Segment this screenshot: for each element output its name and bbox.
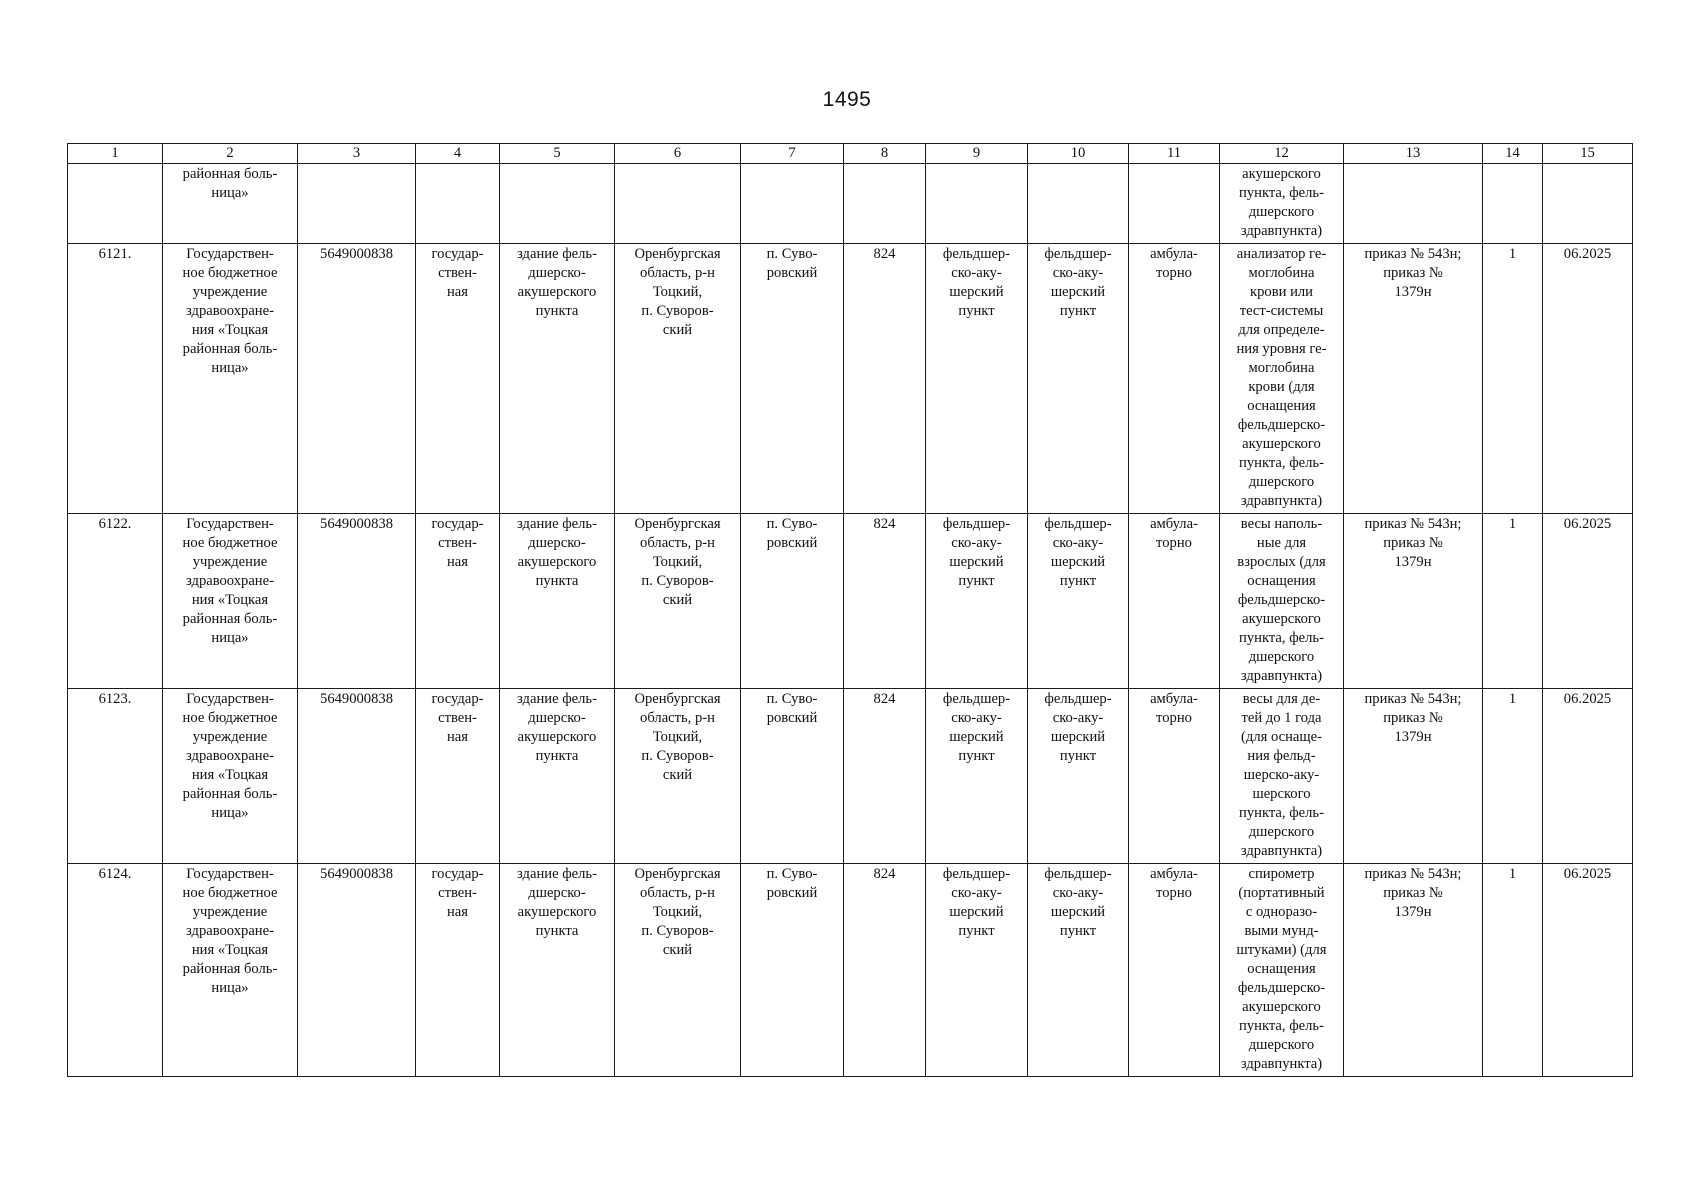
- column-header: 4: [416, 144, 500, 164]
- cell-date: 06.2025: [1543, 514, 1633, 689]
- cell-equipment: анализатор ге- моглобина крови или тест-системы для определе- ния уровня ге- моглобина крови (для оснащения фельдшерско- акушерского пункта, фель- дшерского здравпункта): [1220, 244, 1344, 514]
- column-header: 7: [741, 144, 844, 164]
- cell-building: здание фель- дшерско- акушерского пункта: [500, 514, 615, 689]
- cell-empty: [1543, 164, 1633, 244]
- table-row: [68, 689, 1633, 864]
- column-header: 11: [1129, 144, 1220, 164]
- column-header: 1: [68, 144, 163, 164]
- cell-equipment: весы для де- тей до 1 года (для оснаще- ния фельд- шерско-аку- шерского пункта, фель- дшерского здравпункта): [1220, 689, 1344, 864]
- cell-quantity: 1: [1483, 689, 1543, 864]
- cell-unit-name: фельдшер- ско-аку- шерский пункт: [1028, 244, 1129, 514]
- cell-organization: Государствен- ное бюджетное учреждение здравоохране- ния «Тоцкая районная боль- ница»: [163, 689, 298, 864]
- cell-date: 06.2025: [1543, 864, 1633, 1077]
- continuation-row: [68, 164, 1633, 244]
- cell-ownership: государ- ствен- ная: [416, 689, 500, 864]
- cell-settlement: п. Суво- ровский: [741, 514, 844, 689]
- column-header: 10: [1028, 144, 1129, 164]
- column-header: 2: [163, 144, 298, 164]
- cell-order: приказ № 543н; приказ № 1379н: [1344, 244, 1483, 514]
- cell-code: 824: [844, 689, 926, 864]
- cell-equipment-continued: акушерского пункта, фель- дшерского здравпункта): [1220, 164, 1344, 244]
- cell-unit-type: фельдшер- ско-аку- шерский пункт: [926, 244, 1028, 514]
- cell-quantity: 1: [1483, 864, 1543, 1077]
- cell-equipment: весы наполь- ные для взрослых (для оснащения фельдшерско- акушерского пункта, фель- дшерского здравпункта): [1220, 514, 1344, 689]
- cell-order: приказ № 543н; приказ № 1379н: [1344, 864, 1483, 1077]
- equipment-register-table: [67, 143, 1633, 1077]
- column-header: 15: [1543, 144, 1633, 164]
- column-header: 13: [1344, 144, 1483, 164]
- cell-inn: 5649000838: [298, 689, 416, 864]
- cell-address: Оренбургская область, р-н Тоцкий, п. Суворов- ский: [615, 864, 741, 1077]
- cell-empty: [1129, 164, 1220, 244]
- cell-empty: [1344, 164, 1483, 244]
- column-header: 6: [615, 144, 741, 164]
- cell-unit-name: фельдшер- ско-аку- шерский пункт: [1028, 689, 1129, 864]
- cell-ownership: государ- ствен- ная: [416, 514, 500, 689]
- cell-empty: [615, 164, 741, 244]
- cell-inn: 5649000838: [298, 864, 416, 1077]
- cell-address: Оренбургская область, р-н Тоцкий, п. Суворов- ский: [615, 514, 741, 689]
- cell-unit-type: фельдшер- ско-аку- шерский пункт: [926, 514, 1028, 689]
- cell-ownership: государ- ствен- ная: [416, 864, 500, 1077]
- table-row: [68, 514, 1633, 689]
- cell-quantity: 1: [1483, 514, 1543, 689]
- column-header: 12: [1220, 144, 1344, 164]
- cell-care-form: амбула- торно: [1129, 689, 1220, 864]
- column-header: 3: [298, 144, 416, 164]
- cell-inn: 5649000838: [298, 244, 416, 514]
- column-header: 9: [926, 144, 1028, 164]
- cell-date: 06.2025: [1543, 244, 1633, 514]
- cell-empty: [741, 164, 844, 244]
- cell-address: Оренбургская область, р-н Тоцкий, п. Суворов- ский: [615, 244, 741, 514]
- cell-empty: [926, 164, 1028, 244]
- cell-code: 824: [844, 864, 926, 1077]
- cell-date: 06.2025: [1543, 689, 1633, 864]
- cell-care-form: амбула- торно: [1129, 514, 1220, 689]
- cell-row-number: 6123.: [68, 689, 163, 864]
- cell-empty: [500, 164, 615, 244]
- cell-code: 824: [844, 244, 926, 514]
- cell-empty: [844, 164, 926, 244]
- page-number: 1495: [822, 88, 872, 111]
- cell-empty: [68, 164, 163, 244]
- cell-building: здание фель- дшерско- акушерского пункта: [500, 864, 615, 1077]
- cell-row-number: 6122.: [68, 514, 163, 689]
- cell-settlement: п. Суво- ровский: [741, 689, 844, 864]
- cell-building: здание фель- дшерско- акушерского пункта: [500, 689, 615, 864]
- cell-settlement: п. Суво- ровский: [741, 864, 844, 1077]
- cell-organization-continued: районная боль- ница»: [163, 164, 298, 244]
- cell-organization: Государствен- ное бюджетное учреждение здравоохране- ния «Тоцкая районная боль- ница»: [163, 514, 298, 689]
- table-row: [68, 244, 1633, 514]
- cell-address: Оренбургская область, р-н Тоцкий, п. Суворов- ский: [615, 689, 741, 864]
- cell-code: 824: [844, 514, 926, 689]
- cell-unit-type: фельдшер- ско-аку- шерский пункт: [926, 689, 1028, 864]
- cell-ownership: государ- ствен- ная: [416, 244, 500, 514]
- cell-organization: Государствен- ное бюджетное учреждение здравоохране- ния «Тоцкая районная боль- ница»: [163, 864, 298, 1077]
- cell-inn: 5649000838: [298, 514, 416, 689]
- cell-settlement: п. Суво- ровский: [741, 244, 844, 514]
- cell-empty: [1028, 164, 1129, 244]
- column-number-header-row: [68, 144, 1633, 164]
- cell-care-form: амбула- торно: [1129, 864, 1220, 1077]
- cell-unit-name: фельдшер- ско-аку- шерский пункт: [1028, 864, 1129, 1077]
- cell-organization: Государствен- ное бюджетное учреждение здравоохране- ния «Тоцкая районная боль- ница»: [163, 244, 298, 514]
- cell-row-number: 6124.: [68, 864, 163, 1077]
- cell-care-form: амбула- торно: [1129, 244, 1220, 514]
- column-header: 8: [844, 144, 926, 164]
- table-row: [68, 864, 1633, 1077]
- column-header: 14: [1483, 144, 1543, 164]
- cell-order: приказ № 543н; приказ № 1379н: [1344, 689, 1483, 864]
- cell-row-number: 6121.: [68, 244, 163, 514]
- cell-building: здание фель- дшерско- акушерского пункта: [500, 244, 615, 514]
- cell-empty: [298, 164, 416, 244]
- cell-unit-type: фельдшер- ско-аку- шерский пункт: [926, 864, 1028, 1077]
- cell-unit-name: фельдшер- ско-аку- шерский пункт: [1028, 514, 1129, 689]
- cell-quantity: 1: [1483, 244, 1543, 514]
- cell-empty: [1483, 164, 1543, 244]
- cell-order: приказ № 543н; приказ № 1379н: [1344, 514, 1483, 689]
- cell-empty: [416, 164, 500, 244]
- cell-equipment: спирометр (портативный с одноразо- выми мунд- штуками) (для оснащения фельдшерско- акушерского пункта, фель- дшерского здравпункта): [1220, 864, 1344, 1077]
- column-header: 5: [500, 144, 615, 164]
